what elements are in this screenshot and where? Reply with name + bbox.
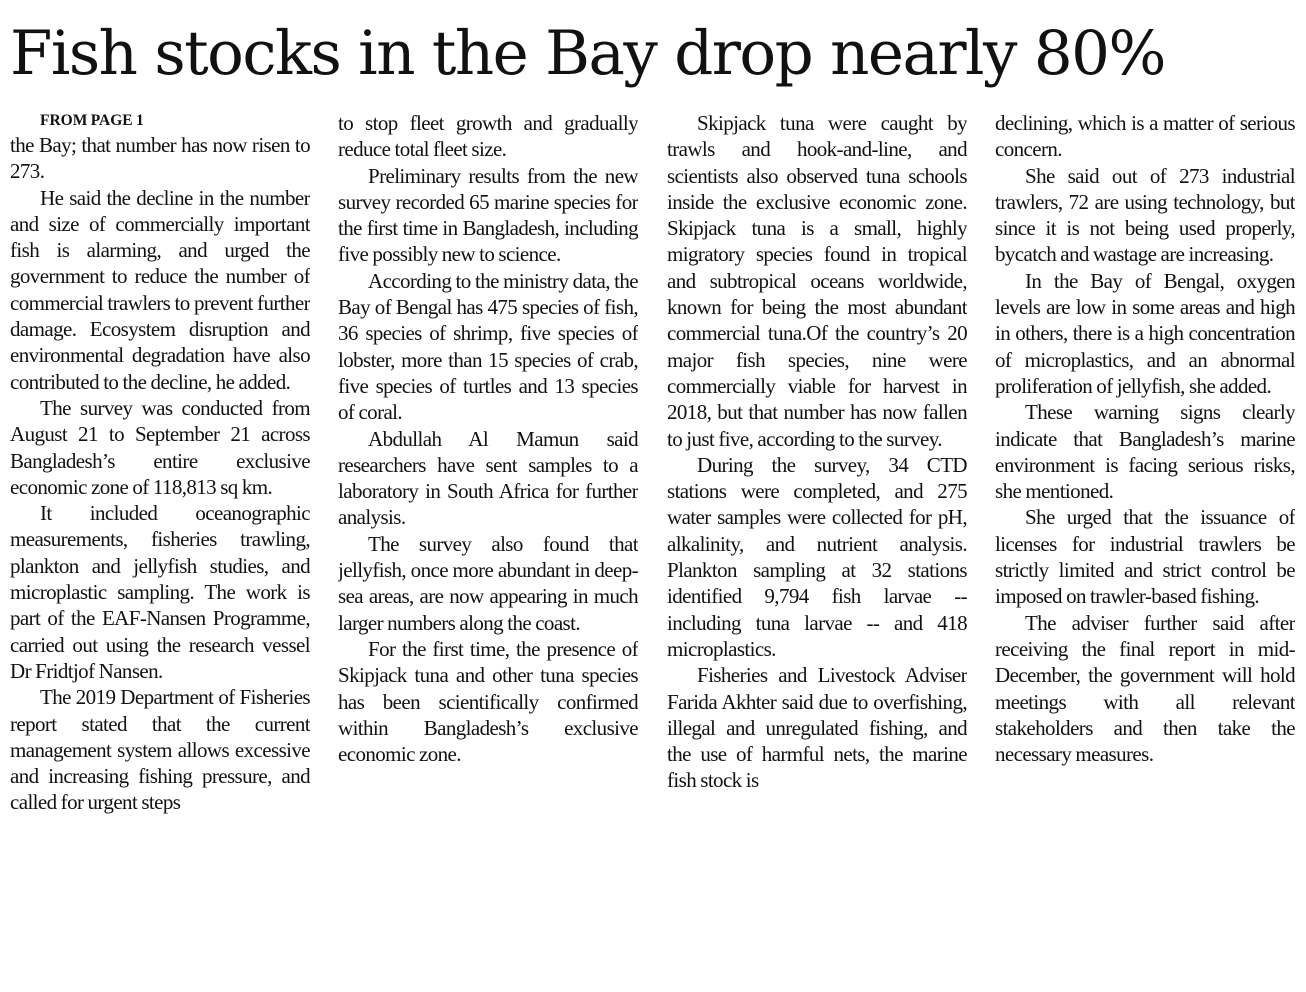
paragraph: She said out of 273 industrial trawlers, 72 are using technology, but since it is not being used properly, bycatch and wastage are increasing.	[995, 163, 1295, 267]
paragraph: It included oceanographic measurements, fisheries trawling, plankton and jellyfish studies, and microplastic sampling. The work is part of the EAF-Nansen Programme, carried out using the research vessel Dr Fridtjof Nansen.	[10, 501, 310, 683]
paragraph: Fisheries and Livestock Adviser Farida Akhter said due to overfishing, illegal and unregulated fishing, and the use of harmful nets, the marine fish stock is	[667, 663, 967, 793]
paragraph: According to the ministry data, the Bay of Bengal has 475 species of fish, 36 species of shrimp, five species of lobster, more than 15 species of crab, five species of turtles and 13 species of coral.	[338, 268, 638, 425]
continuation-kicker: FROM PAGE 1	[40, 112, 144, 129]
article-column-2	[338, 110, 638, 988]
article-column-4	[995, 110, 1295, 988]
paragraph: Preliminary results from the new survey recorded 65 marine species for the first time in Bangladesh, including five possibly new to science.	[338, 163, 638, 267]
article-column-3	[667, 110, 967, 988]
paragraph: He said the decline in the number and size of commercially important fish is alarming, and urged the government to reduce the number of commercial trawlers to prevent further damage. Ecosystem disruption and environmental degradation have also contributed to the decline, he added.	[10, 185, 310, 394]
paragraph: She urged that the issuance of licenses for industrial trawlers be strictly limited and strict control be imposed on trawler-based fishing.	[995, 505, 1295, 609]
paragraph: For the first time, the presence of Skipjack tuna and other tuna species has been scientifically confirmed within Bangladesh’s exclusive economic zone.	[338, 636, 638, 767]
paragraph: Abdullah Al Mamun said researchers have sent samples to a laboratory in South Africa for further analysis.	[338, 426, 638, 530]
paragraph: The adviser further said after receiving the final report in mid-December, the government will hold meetings with all relevant stakeholders and then take the necessary measures.	[995, 610, 1295, 767]
paragraph: to stop fleet growth and gradually reduce total fleet size.	[338, 111, 638, 162]
paragraph: In the Bay of Bengal, oxygen levels are low in some areas and high in others, there is a high concentration of microplastics, and an abnormal proliferation of jellyfish, she added.	[995, 268, 1295, 398]
paragraph: The survey was conducted from August 21 to September 21 across Bangladesh’s entire exclusive economic zone of 118,813 sq km.	[10, 395, 310, 499]
paragraph: Skipjack tuna were caught by trawls and hook-and-line, and scientists also observed tuna schools inside the exclusive economic zone. Skipjack tuna is a small, highly migratory species found in tropical and subtropical oceans worldwide, known for being the most abundant commercial tuna.Of the country’s 20 major fish species, nine were commercially viable for harvest in 2018, but that number has now fallen to just five, according to the survey.	[667, 111, 967, 451]
paragraph: During the survey, 34 CTD stations were completed, and 275 water samples were collected for pH, alkalinity, and nutrient analysis. Plankton sampling at 32 stations identified 9,794 fish larvae -- including tuna larvae -- and 418 microplastics.	[667, 452, 967, 661]
paragraph: These warning signs clearly indicate that Bangladesh’s marine environment is facing serious risks, she mentioned.	[995, 400, 1295, 504]
paragraph: The survey also found that jellyfish, once more abundant in deep-sea areas, are now appearing in much larger numbers along the coast.	[338, 531, 638, 635]
paragraph: The 2019 Department of Fisheries report stated that the current management system allows excessive and increasing fishing pressure, and called for urgent steps	[10, 685, 310, 815]
paragraph: the Bay; that number has now risen to 273.	[10, 133, 310, 184]
paragraph: declining, which is a matter of serious concern.	[995, 111, 1295, 162]
headline: Fish stocks in the Bay drop nearly 80%	[10, 18, 1165, 89]
article-column-1	[10, 110, 310, 988]
